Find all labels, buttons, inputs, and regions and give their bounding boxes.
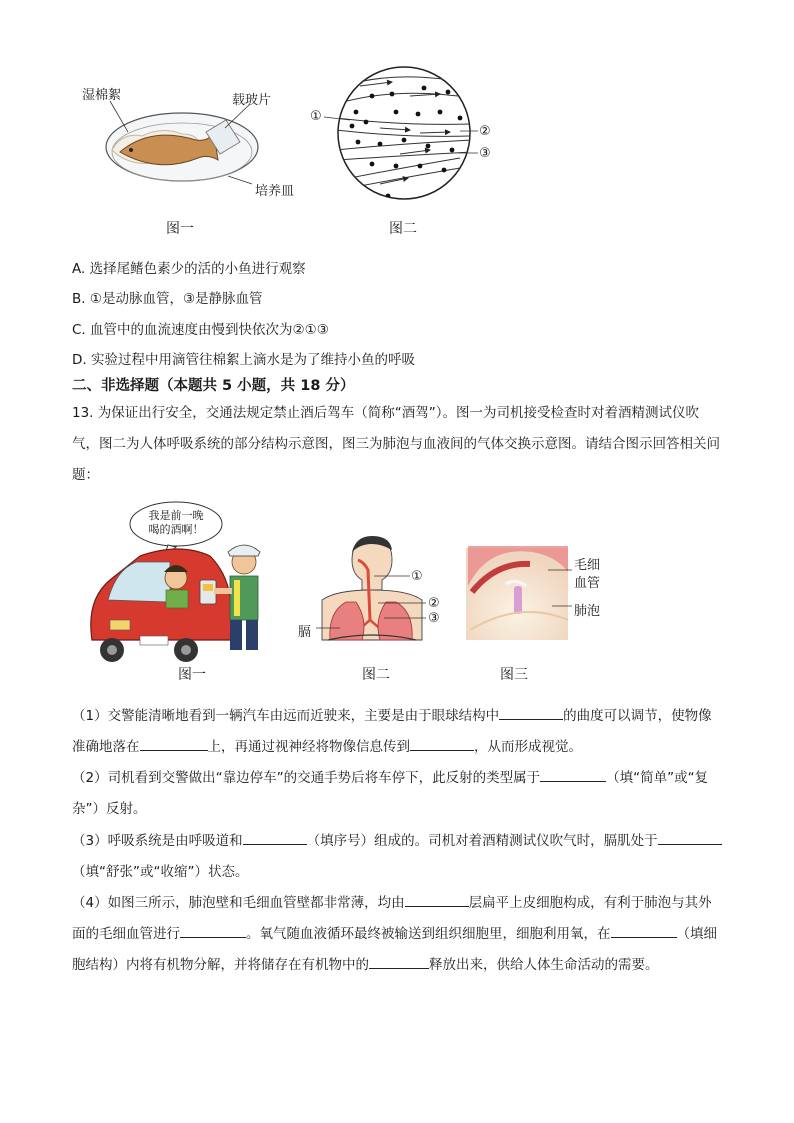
- capillary-label-2: 血管: [574, 576, 601, 591]
- alveolus-label: 肺泡: [574, 604, 601, 619]
- answer-blank-10[interactable]: [369, 954, 429, 969]
- answer-blank-2[interactable]: [140, 736, 208, 751]
- cotton-label: 湿棉絮: [82, 88, 122, 103]
- option-b: B. ①是动脉血管，③是静脉血管: [72, 291, 263, 307]
- answer-blank-4[interactable]: [540, 767, 606, 782]
- fig2-marker-3: ③: [479, 146, 491, 161]
- option-c: C. 血管中的血流速度由慢到快依次为②①③: [72, 322, 329, 338]
- option-d: D. 实验过程中用滴管往棉絮上滴水是为了维持小鱼的呼吸: [72, 352, 415, 368]
- diaphragm-label: 膈: [298, 625, 312, 640]
- q13-stem: 13. 为保证出行安全，交通法规定禁止酒后驾车（简称“酒驾”）。图一为司机接受检查时对着酒精测试仪吹气，图二为人体呼吸系统的部分结构示意图，图三为肺泡与血液间的气体交换示意图。请结合图示回答相关问题：: [72, 405, 720, 483]
- q13-fig2-marker-1: ①: [411, 569, 423, 584]
- q13-part-1: （1）交警能清晰地看到一辆汽车由远而近驶来，主要是由于眼球结构中 的曲度可以调节，使物像准确地落在 上，再通过视神经将物像信息传到 ，从而形成视觉。: [72, 701, 722, 763]
- slide-label: 载玻片: [232, 93, 272, 108]
- answer-blank-3[interactable]: [410, 736, 474, 751]
- fig2-caption: 图二: [389, 221, 417, 237]
- answer-blank-5[interactable]: [243, 830, 307, 845]
- option-a: A. 选择尾鳍色素少的活的小鱼进行观察: [72, 261, 306, 277]
- answer-blank-9[interactable]: [611, 923, 677, 938]
- q13-part-2: （2）司机看到交警做出“靠边停车”的交通手势后将车停下，此反射的类型属于 （填“简单”或“复杂”）反射。: [72, 763, 722, 825]
- section-title: 二、非选择题（本题共 5 小题，共 18 分）: [72, 378, 355, 394]
- q13-part-3: （3）呼吸系统是由呼吸道和 （填序号）组成的。司机对着酒精测试仪吹气时，膈肌处于（填“舒张”或“收缩”）状态。: [72, 826, 722, 888]
- q13-fig3-caption: 图三: [500, 667, 528, 683]
- speech-bubble-text: 我是前一晚 喝的酒啊！: [148, 509, 204, 536]
- answer-blank-7[interactable]: [405, 892, 469, 907]
- fig2-marker-2: ②: [479, 124, 491, 139]
- q13-part-4: （4）如图三所示，肺泡壁和毛细血管壁都非常薄，均由 层扁平上皮细胞构成，有利于肺泡与其外面的毛细血管进行 。氧气随血液循环最终被输送到组织细胞里，细胞利用氧，在 （填细胞结构）内将有机物分解，并将储存在有机物中的 释放出来，供给人体生命活动的需要。: [72, 888, 722, 981]
- q13-fig2-marker-2: ②: [428, 596, 440, 611]
- answer-blank-1[interactable]: [499, 705, 563, 720]
- fig2-marker-1: ①: [310, 109, 322, 124]
- fig1-caption: 图一: [166, 221, 194, 237]
- q13-fig1-caption: 图一: [178, 667, 206, 683]
- answer-blank-8[interactable]: [180, 923, 246, 938]
- q13-fig2-marker-3: ③: [428, 611, 440, 626]
- q13-fig2-caption: 图二: [362, 667, 390, 683]
- capillary-label-1: 毛细: [574, 558, 601, 573]
- answer-blank-6[interactable]: [658, 830, 722, 845]
- dish-label: 培养皿: [255, 184, 295, 199]
